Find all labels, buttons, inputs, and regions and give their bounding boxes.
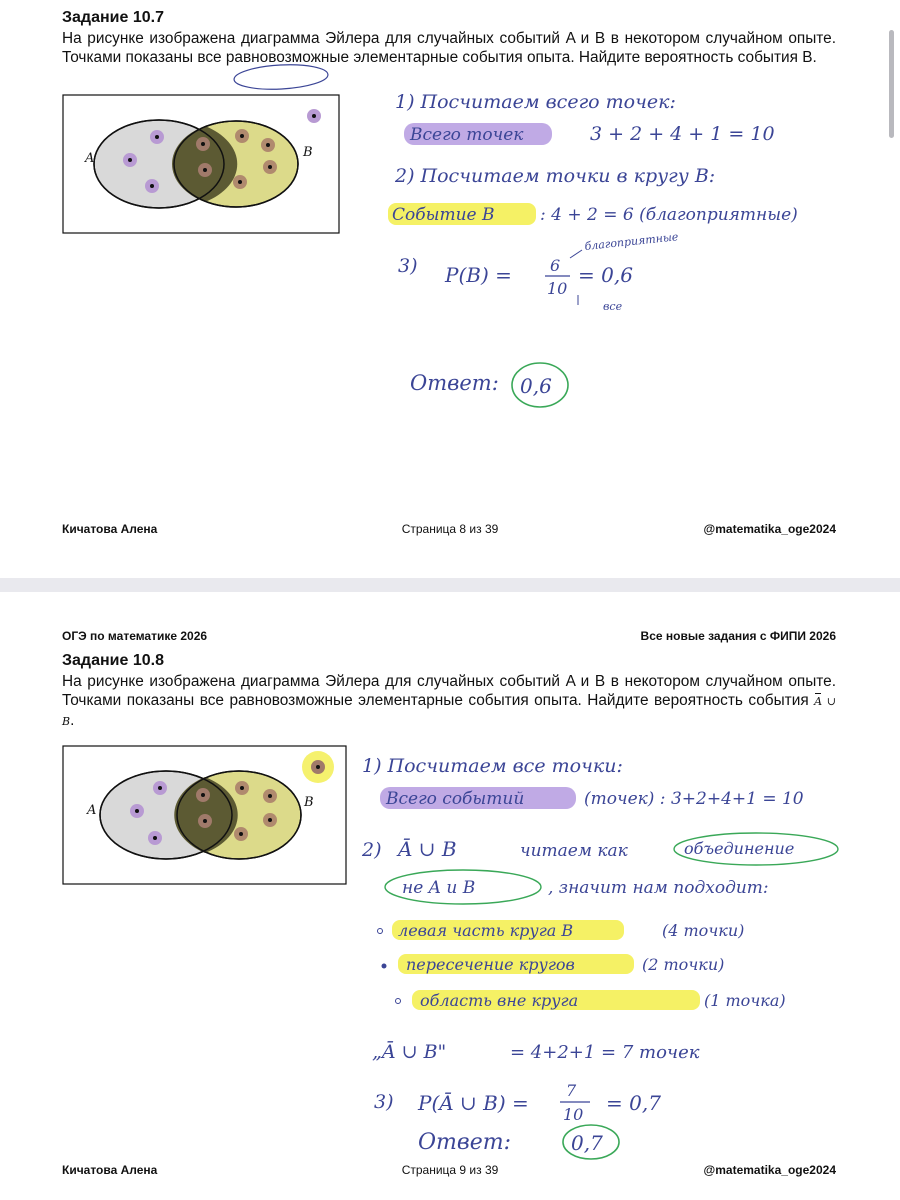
svg-text:(2 точки): (2 точки) <box>642 955 725 974</box>
footer-author: Кичатова Алена <box>62 522 158 536</box>
scrollbar-thumb[interactable] <box>889 30 894 138</box>
svg-text:Ответ:: Ответ: <box>410 371 499 395</box>
svg-text:: 4 + 2 = 6 (благоприятные): : 4 + 2 = 6 (благоприятные) <box>540 205 798 225</box>
task-text: На рисунке изображена диаграмма Эйлера для случайных событий A и B в некотором случайном опыте. Точками показаны все равновозможные элементарные события опыта. Найдите вероятность события A ∪ B. <box>62 673 836 729</box>
svg-text:(1 точка): (1 точка) <box>704 991 786 1010</box>
page-number: Страница 8 из 39 <box>401 522 499 536</box>
euler-diagram <box>0 0 900 578</box>
svg-text:P(B) =: P(B) = <box>445 263 512 287</box>
svg-text:7: 7 <box>566 1081 577 1100</box>
svg-text:= 0,7: = 0,7 <box>606 1091 661 1115</box>
page-header-left: ОГЭ по математике 2026 <box>62 629 208 643</box>
svg-text:= 0,6: = 0,6 <box>578 263 633 287</box>
svg-text:2) Посчитаем точки в кругу B:: 2) Посчитаем точки в кругу B: <box>395 165 716 187</box>
svg-text:10: 10 <box>547 279 568 298</box>
euler-diagram <box>0 592 900 1200</box>
svg-text:(точек) : 3+2+4+1 = 10: (точек) : 3+2+4+1 = 10 <box>584 789 804 809</box>
task-text: На рисунке изображена диаграмма Эйлера для случайных событий A и B в некотором случайном опыте. Точками показаны все равновозможные элементарные события опыта. Найдите вероятность события B. <box>62 30 836 66</box>
page-number: Страница 9 из 39 <box>401 1163 499 1177</box>
svg-text:все: все <box>603 300 623 313</box>
handwritten-solution <box>388 91 798 407</box>
svg-text:2): 2) <box>362 839 382 861</box>
svg-text:(4 точки): (4 точки) <box>662 921 745 940</box>
svg-text:левая часть круга B: левая часть круга B <box>398 921 574 940</box>
document-page-8 <box>0 0 900 578</box>
set-b-label: B <box>303 145 313 160</box>
handwritten-solution <box>361 755 838 1159</box>
event-formula: A ∪ B <box>62 695 836 728</box>
svg-text:Всего событий: Всего событий <box>386 789 525 809</box>
footer-author: Кичатова Алена <box>62 1163 158 1177</box>
svg-text:1) Посчитаем все точки:: 1) Посчитаем все точки: <box>362 755 623 777</box>
footer-handle: @matematika_oge2024 <box>703 1163 836 1177</box>
svg-text:0,6: 0,6 <box>520 374 552 398</box>
svg-text:пересечение кругов: пересечение кругов <box>406 955 575 974</box>
svg-text:объединение: объединение <box>684 839 795 858</box>
svg-text:0,7: 0,7 <box>571 1131 603 1155</box>
page-header-right: Все новые задания с ФИПИ 2026 <box>640 629 836 643</box>
svg-text:не A и B: не A и B <box>402 878 476 898</box>
set-a-label: A <box>85 151 95 166</box>
svg-text:благоприятные: благоприятные <box>583 230 679 253</box>
document-page-9 <box>0 592 900 1200</box>
dots-outside <box>307 109 321 123</box>
svg-text:1) Посчитаем всего точек:: 1) Посчитаем всего точек: <box>395 91 676 113</box>
svg-text:P(Ā ∪ B) =: P(Ā ∪ B) = <box>418 1091 529 1115</box>
handwritten-circle <box>233 63 328 92</box>
svg-text:Событие B: Событие B <box>392 205 495 225</box>
footer-handle: @matematika_oge2024 <box>703 522 836 536</box>
svg-text:10: 10 <box>563 1105 584 1124</box>
svg-text:Ā ∪ B: Ā ∪ B <box>398 837 457 861</box>
svg-text:3): 3) <box>374 1091 394 1113</box>
task-title: Задание 10.7 <box>62 9 164 26</box>
svg-text:3 + 2 + 4 + 1 = 10: 3 + 2 + 4 + 1 = 10 <box>590 123 775 145</box>
set-a-label: A <box>87 803 97 818</box>
svg-text:читаем как: читаем как <box>520 841 628 861</box>
svg-text:= 4+2+1 = 7 точек: = 4+2+1 = 7 точек <box>510 1042 700 1063</box>
svg-text:„Ā ∪ B": „Ā ∪ B" <box>372 1041 447 1063</box>
svg-text:3): 3) <box>398 255 418 277</box>
svg-text:Всего точек: Всего точек <box>410 125 524 145</box>
task-title: Задание 10.8 <box>62 652 164 669</box>
svg-text:область вне круга: область вне круга <box>420 991 579 1010</box>
dots-outside <box>311 760 325 774</box>
svg-text:Ответ:: Ответ: <box>418 1130 511 1155</box>
svg-text:, значит нам подходит:: , значит нам подходит: <box>548 878 769 898</box>
svg-text:6: 6 <box>550 256 561 275</box>
set-b-label: B <box>304 795 314 810</box>
